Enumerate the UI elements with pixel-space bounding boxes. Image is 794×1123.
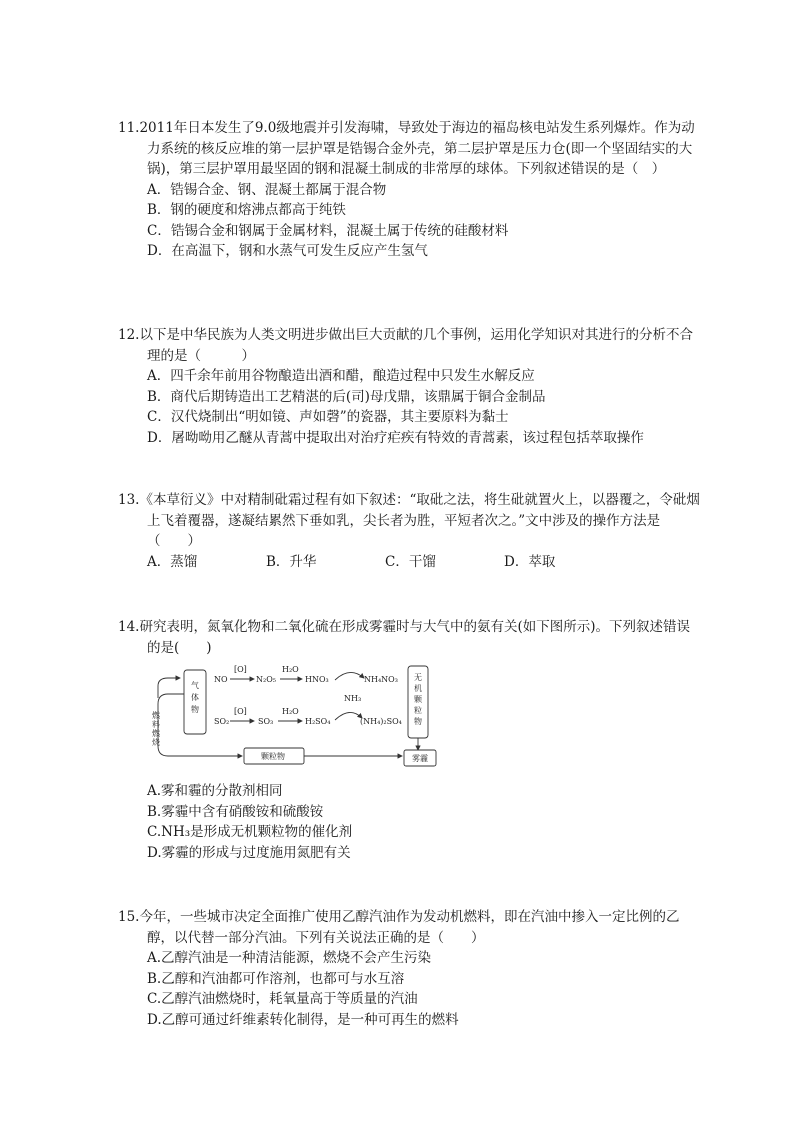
fuel-label-1: 燃 <box>152 711 160 720</box>
question-13-options <box>118 552 700 573</box>
question-15-stem: 15.今年，一些城市决定全面推广使用乙醇汽油作为发动机燃料，即在汽油中掺入一定比例的乙醇，以代替一部分汽油。下列有关说法正确的是（ ） <box>118 909 680 946</box>
so3-label: SO₃ <box>258 717 274 726</box>
nh4no3-label: NH₄NO₃ <box>364 675 398 684</box>
question-15 <box>118 907 700 1030</box>
question-11-option-d: D．在高温下，钢和水蒸气可发生反应产生氢气 <box>147 243 428 259</box>
question-15-option-b: B.乙醇和汽油都可作溶剂，也都可与水互溶 <box>147 970 405 987</box>
water-label-2: H₂O <box>282 707 299 716</box>
question-12-option-c: C．汉代烧制出“明如镜、声如磬”的瓷器，其主要原料为黏士 <box>147 409 509 425</box>
oxidizer-label-2: [O] <box>234 707 247 716</box>
question-13-option-b: B．升华 <box>266 553 317 570</box>
question-15-option-a: A.乙醇汽油是一种清洁能源，燃烧不会产生污染 <box>147 950 432 966</box>
inorganic-box-label-4: 粒 <box>414 706 422 715</box>
gas-box-label-3: 物 <box>191 705 199 714</box>
question-12-option-a: A．四千余年前用谷物酿造出酒和醋，酿造过程中只发生水解反应 <box>147 368 535 384</box>
inorganic-box-label-1: 无 <box>414 673 422 682</box>
water-label-1: H₂O <box>282 665 299 674</box>
haze-formation-diagram <box>150 658 450 778</box>
fuel-label-3: 燃 <box>152 729 160 738</box>
question-11-option-c: C．锆锡合金和钢属于金属材料，混凝土属于传统的硅酸材料 <box>147 222 509 239</box>
fuel-label-4: 烧 <box>152 738 160 747</box>
particle-box-label: 颗粒物 <box>261 752 285 761</box>
question-13-option-a: A．蒸馏 <box>147 553 198 570</box>
question-12-option-d: D．屠呦呦用乙醚从青蒿中提取出对治疗疟疾有特效的青蒿素，该过程包括萃取操作 <box>147 429 644 446</box>
gas-box-label-1: 气 <box>191 681 199 690</box>
haze-box-label: 雾霾 <box>412 754 428 763</box>
question-11-stem: 11.2011年日本发生了9.0级地震并引发海啸，导致处于海边的福岛核电站发生系列爆炸。作为动力系统的核反应堆的第一层护罩是锆锡合金外壳，第二层护罩是压力仓(即一个坚固结实的大锅)，第三层护罩用最坚固的钢和混凝土制成的非常厚的球体。下列叙述错误的是（ ） <box>118 120 695 177</box>
no-label: NO <box>214 675 228 684</box>
so2-label: SO₂ <box>214 717 230 726</box>
question-15-option-c: C.乙醇汽油燃烧时，耗氧量高于等质量的汽油 <box>147 991 418 1007</box>
question-13-stem: 13.《本草衍义》中对精制砒霜过程有如下叙述：“取砒之法，将生砒就置火上，以器覆之，令砒烟上飞着覆器，遂凝结累然下垂如乳，尖长者为胜，平短者次之。”文中涉及的操作方法是（ ） <box>118 492 700 549</box>
question-11-option-a: A．锆锡合金、钢、混凝土都属于混合物 <box>147 181 387 198</box>
inorganic-box-label-2: 机 <box>414 684 422 693</box>
question-14-option-b: B.雾霾中含有硝酸铵和硫酸铵 <box>147 803 324 820</box>
fuel-label-2: 料 <box>152 720 160 729</box>
question-14 <box>118 617 700 658</box>
hno3-label: HNO₃ <box>305 675 329 684</box>
n2o5-label: N₂O₅ <box>256 675 276 684</box>
ammonium-sulfate-label: (NH₄)₂SO₄ <box>360 717 402 726</box>
question-14-options <box>147 781 352 863</box>
h2so4-to-ammonium-sulfate-arrow <box>335 712 362 720</box>
ammonia-label: NH₃ <box>344 694 362 703</box>
question-13 <box>118 490 700 572</box>
gas-box-label-2: 体 <box>191 693 199 702</box>
question-13-option-d: D．萃取 <box>504 553 556 570</box>
hno3-to-nh4no3-arrow <box>335 672 364 680</box>
fuel-to-gas-top-arrow <box>158 678 180 698</box>
question-12-stem: 12.以下是中华民族为人类文明进步做出巨大贡献的几个事例，运用化学知识对其进行的分析不合理的是（ ） <box>118 327 693 364</box>
question-11-option-b: B．钢的硬度和熔沸点都高于纯铁 <box>147 202 346 218</box>
question-11 <box>118 118 700 262</box>
question-13-option-c: C．干馏 <box>385 553 436 570</box>
fuel-label <box>152 710 163 747</box>
question-12 <box>118 325 700 448</box>
question-14-option-d: D.雾霾的形成与过度施用氮肥有关 <box>147 844 351 861</box>
question-14-stem: 14.研究表明，氮氧化物和二氧化硫在形成雾霾时与大气中的氨有关(如下图所示)。下列叙述错误的是( ) <box>118 619 691 656</box>
oxidizer-label-1: [O] <box>234 665 247 674</box>
gas-box <box>184 670 206 734</box>
question-15-option-d: D.乙醇可通过纤维素转化制得，是一种可再生的燃料 <box>147 1011 459 1028</box>
question-14-option-a: A.雾和霾的分散剂相同 <box>147 783 283 799</box>
inorganic-box-label-3: 颗 <box>414 695 422 704</box>
h2so4-label: H₂SO₄ <box>305 717 331 726</box>
question-14-option-c: C.NH₃是形成无机颗粒物的催化剂 <box>147 824 353 840</box>
question-12-option-b: B．商代后期铸造出工艺精湛的后(司)母戊鼎，该鼎属于铜合金制品 <box>147 388 546 405</box>
inorganic-box-label-5: 物 <box>414 717 422 726</box>
